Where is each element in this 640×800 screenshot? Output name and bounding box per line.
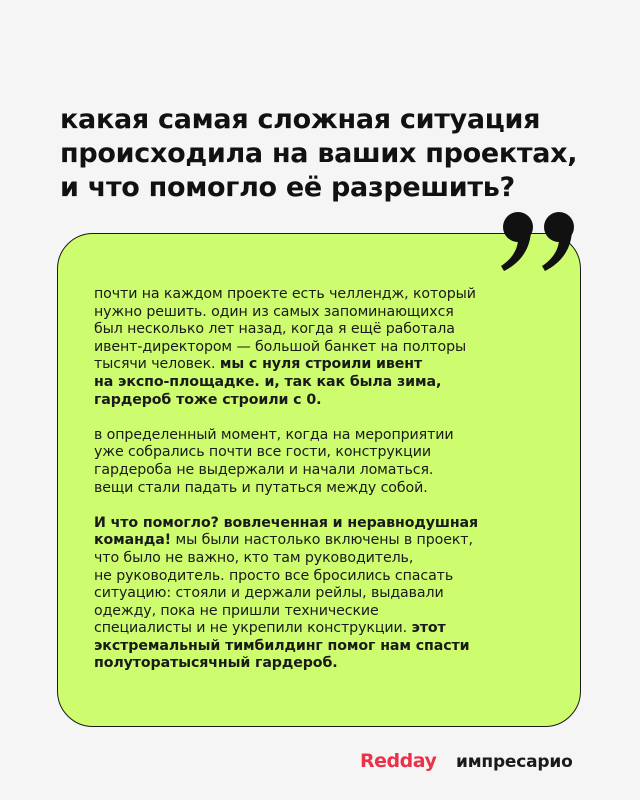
paragraph-3 [94, 515, 554, 673]
redday-logo: Redday [360, 750, 437, 772]
title-line-2: происходила на ваших проектах, [60, 138, 578, 169]
text-line: был несколько лет назад, когда я ещё работала [94, 321, 455, 338]
text-line: не руководитель. просто все бросились спасать [94, 567, 454, 584]
text-line: что было не важно, кто там руководитель, [94, 549, 414, 566]
impresario-logo: импресарио [456, 752, 573, 772]
bold-line: И что помогло? вовлеченная и неравнодушная [94, 514, 479, 531]
text-line: одежду, пока не пришли технические [94, 602, 379, 619]
bold-line: на экспо-площадке. и, так как была зима, [94, 373, 442, 390]
text-line: гардероба не выдержали и начали ломаться. [94, 461, 434, 478]
answer-text [94, 286, 554, 691]
bold-line: гардероб тоже строили с 0. [94, 391, 322, 408]
answer-card [57, 233, 581, 727]
text-line: в определенный момент, когда на мероприятии [94, 426, 454, 443]
paragraph-1 [94, 286, 554, 409]
text-line: нужно решить. один из самых запоминающихся [94, 303, 454, 320]
bold-segment: команда! [94, 532, 172, 549]
title-line-3: и что помогло её разрешить? [60, 172, 515, 203]
bold-segment: мы с нуля строили ивент [219, 356, 423, 373]
bold-segment: этот [411, 620, 446, 637]
text-line [94, 532, 554, 550]
bold-line: полуторатысячный гардероб. [94, 655, 338, 672]
text-line: почти на каждом проекте есть челлендж, который [94, 286, 476, 302]
quote-mark-icon [498, 205, 582, 275]
text-line: ситуацию: стояли и держали рейлы, выдавали [94, 585, 444, 602]
title-line-1: какая самая сложная ситуация [60, 104, 541, 135]
paragraph-2 [94, 427, 554, 497]
text-line: уже собрались почти все гости, конструкции [94, 444, 431, 461]
bold-line: экстремальный тимбилдинг помог нам спасти [94, 637, 470, 654]
text-line [94, 620, 554, 638]
page-title [60, 103, 600, 205]
text-line: вещи стали падать и путаться между собой. [94, 479, 428, 496]
text-segment: тысячи человек. [94, 356, 220, 373]
text-segment: специалисты и не укрепили конструкции. [94, 620, 412, 637]
footer [0, 748, 640, 778]
text-line: ивент-директором — большой банкет на полторы [94, 338, 467, 355]
text-segment: мы были настолько включены в проект, [171, 532, 473, 549]
text-line [94, 356, 554, 374]
